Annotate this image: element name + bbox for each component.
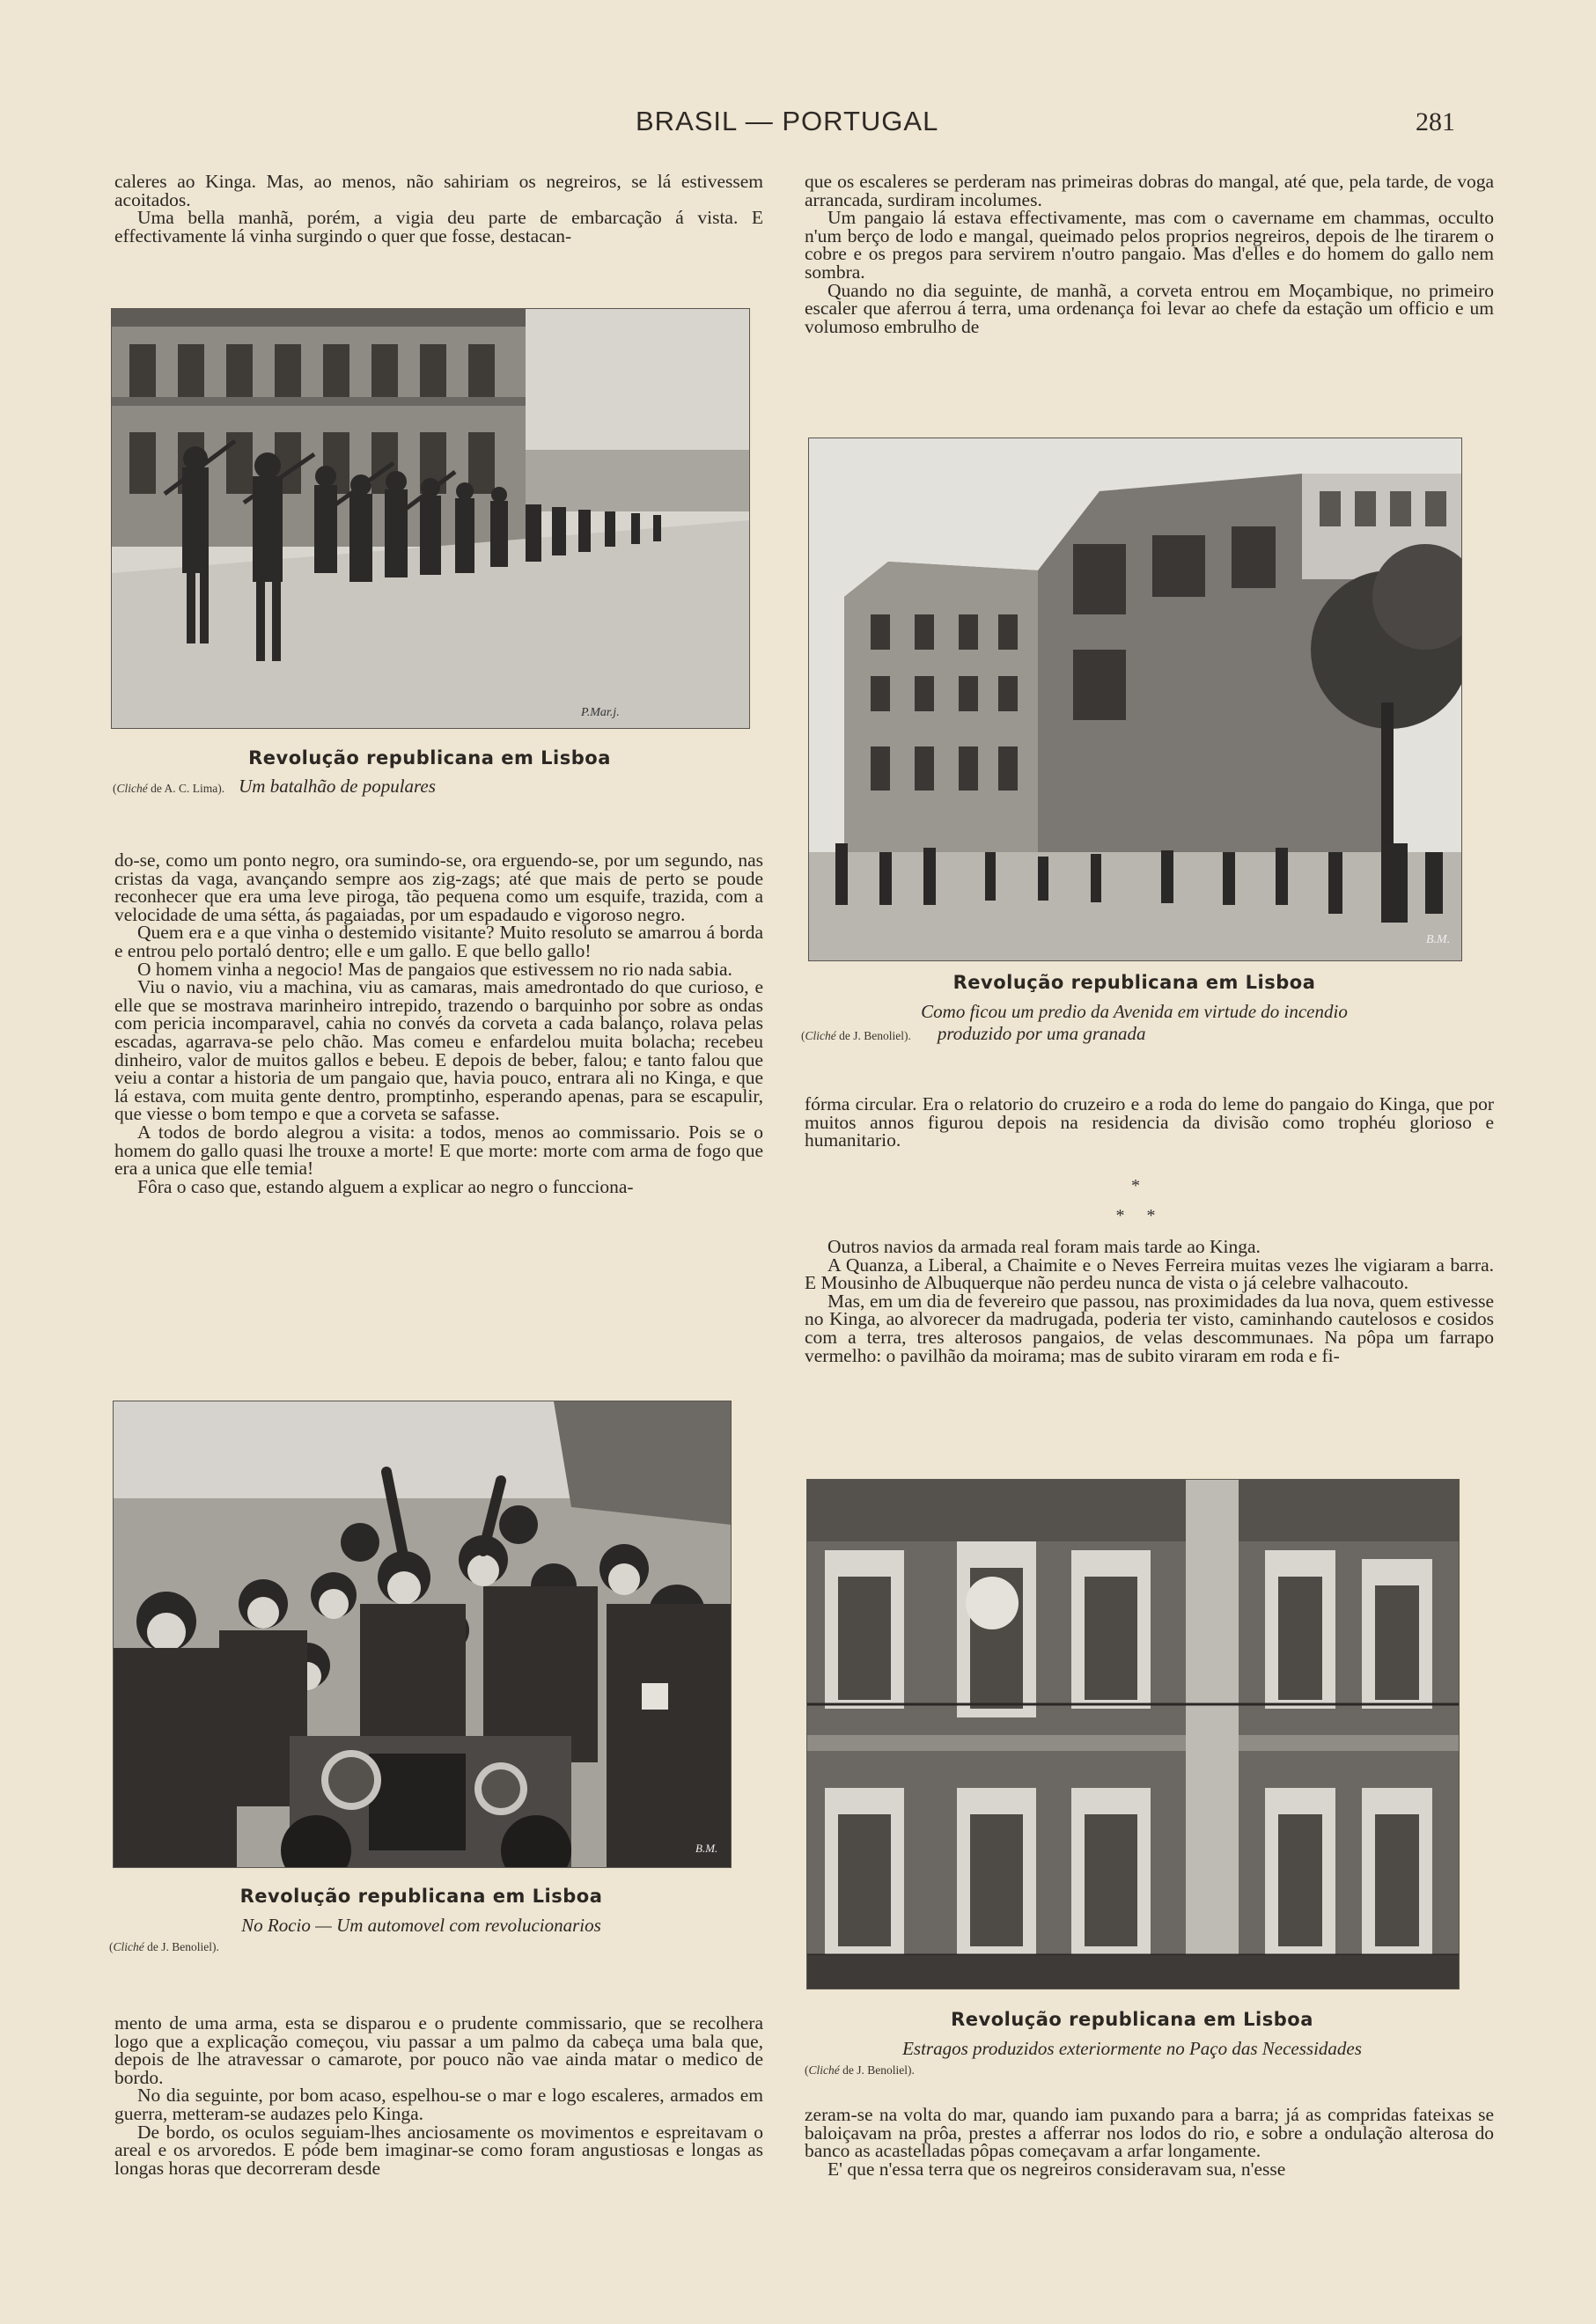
paragraph: mento de uma arma, esta se disparou e o prudente commissario, que se recolhera logo que a explicação começou, viu passar a um palmo da cabeça uma bala que, depois de lhe atravessar o camarote, por pouco não vae ainda matar o medico de bordo. — [114, 2012, 763, 2088]
section-separator-top: * — [1131, 1176, 1140, 1195]
caption-line — [801, 1023, 1146, 1045]
col1-bottom-text — [114, 2014, 763, 2177]
col2-top-text — [805, 173, 1494, 335]
caption-title: Revolução republicana em Lisboa — [239, 1886, 603, 1907]
photo-battalion-of-civilians — [111, 308, 750, 729]
paragraph: Mas, em um dia de fevereiro que passou, nas proximidades da lua nova, quem estivesse no Kinga, ao alvorecer da madrugada, poderia ter visto, caminhando cautelosos e cosidos com a terra, tres alterosos pangaios, de velas descommunaes. Na pôpa um farrapo vermelho: o pavilhão da moirama; mas de subito viraram em roda e fi- — [805, 1290, 1494, 1366]
caption-line — [113, 776, 436, 798]
photo-credit: (Cliché de J. Benoliel). — [109, 1940, 219, 1953]
paragraph: A Quanza, a Liberal, a Chaimite e o Neves Ferreira muitas vezes lhe vigiaram a barra. E Mousinho de Albuquerque não perdeu nunca de vista o já celebre valhacouto. — [805, 1254, 1494, 1294]
col1-mid-text — [114, 851, 763, 1195]
caption-title: Revolução republicana em Lisboa — [952, 972, 1316, 993]
section-separator-bottom: * * — [1115, 1206, 1156, 1225]
col2-mid-text — [805, 1095, 1494, 1150]
paragraph: De bordo, os oculos seguiam-lhes anciosamente os movimentos e espreitavam o areal e os arvoredos. E póde bem imaginar-se como foram angustiosas e longas as longas horas que decorreram desde — [114, 2121, 763, 2179]
caption-title: Revolução republicana em Lisboa — [248, 747, 611, 769]
col2-bottom-text — [805, 2106, 1494, 2178]
caption-subtitle: No Rocio — Um automovel com revolucionarios — [241, 1915, 601, 1936]
col1-top-text — [114, 173, 763, 245]
paragraph: O homem vinha a negocio! Mas de pangaios que estivessem no rio nada sabia. — [137, 958, 732, 980]
paragraph: Viu o navio, viu a machina, viu as camaras, mais amedrontado do que curioso, e elle que se mostrava marinheiro intrepido, trazendo o barquinho por sobre as ondas com pericia incomparavel, cahia no convés da corveta a cada balanço, rolava pelas escadas, agarrava-se pelo chão. Mas comeu e enfardelou muita bolacha; recebeu dinheiro, valor de muitos gallos e bebeu. E depois de beber, falou; e tanto falou que veiu a contar a historia de um pangaio que, havia pouco, entrara ali no Kinga, e que lá estava, com muita gente dentro, promptinho, esperando apenas, para se escapulir, que viesse o bom tempo e que a corveta se safasse. — [114, 976, 763, 1125]
photo-signature: P.Mar.j. — [581, 706, 620, 719]
photo-automobile-revolutionaries — [113, 1401, 732, 1868]
paragraph: No dia seguinte, por bom acaso, espelhou-se o mar e logo escaleres, armados em guerra, metteram-se audazes pelo Kinga. — [114, 2085, 763, 2124]
photo-credit: (Cliché de A. C. Lima). — [113, 782, 225, 795]
paragraph: E' que n'essa terra que os negreiros consideravam sua, n'esse — [827, 2158, 1286, 2180]
photo-signature: B.M. — [695, 1842, 718, 1855]
paragraph: Quem era e a que vinha o destemido visitante? Muito resoluto se amarrou á borda e entrou pelo portaló dentro; elle e um gallo. E que bello gallo! — [114, 922, 763, 961]
paragraph: Quando no dia seguinte, de manhã, a corveta entrou em Moçambique, no primeiro escaler que aferrou á terra, uma ordenança foi levar ao chefe da estação um officio e um volumoso embrulho de — [805, 279, 1494, 337]
caption-subtitle: Estragos produzidos exteriormente no Paço das Necessidades — [902, 2038, 1362, 2059]
paragraph: Outros navios da armada real foram mais tarde ao Kinga. — [827, 1236, 1261, 1257]
paragraph: A todos de bordo alegrou a visita: a todos, menos ao commissario. Pois se o homem do gallo quasi lhe trouxe a morte! E que morte: morte com arma de fogo que era a unica que elle temia! — [114, 1121, 763, 1180]
photo-necessidades-palace — [806, 1479, 1460, 1989]
page-number: 281 — [1416, 107, 1455, 136]
paragraph: caleres ao Kinga. Mas, ao menos, não sahiriam os negreiros, se lá estivessem acoitados. — [114, 171, 763, 210]
paragraph: zeram-se na volta do mar, quando iam puxando para a barra; já as compridas fateixas se baloiçavam na prôa, prestes a afferrar nos lodos do rio, e sobre a ondulação alterosa do banco as acastelladas pôpas começavam a arfar longamente. — [805, 2104, 1494, 2162]
photo-signature: B.M. — [1426, 933, 1451, 946]
paragraph: Um pangaio lá estava effectivamente, mas com o cavername em chammas, occulto n'um berço de lodo e mangal, queimado pelos proprios negreiros, depois de lhe tirarem o cobre e os pregos para servirem n'outro pangaio. Mas d'elles e do homem do gallo nem sombra. — [805, 207, 1494, 283]
caption-subtitle: Como ficou um predio da Avenida em virtude do incendio — [921, 1001, 1348, 1022]
running-header: BRASIL — PORTUGAL — [636, 106, 939, 136]
caption-subtitle: Um batalhão de populares — [239, 776, 436, 797]
paragraph: do-se, como um ponto negro, ora sumindo-se, ora erguendo-se, por um segundo, nas cristas da vaga, avançando sempre aos zig-zags; até que mais de perto se poude reconhecer que era uma leve piroga, tão pequena como um esquife, trazida, com a velocidade de uma sétta, ás pagaiadas, por um espadaudo e vigoroso negro. — [114, 849, 763, 925]
caption-title: Revolução republicana em Lisboa — [951, 2009, 1313, 2030]
caption-subtitle: produzido por uma granada — [937, 1023, 1146, 1044]
col2-mid2-text — [805, 1238, 1494, 1364]
photo-burnt-building — [808, 438, 1462, 961]
paragraph: fórma circular. Era o relatorio do cruzeiro e a roda do leme do pangaio do Kinga, que por muitos annos figurou depois na residencia da divisão como trophéu glorioso e humanitario. — [805, 1093, 1494, 1151]
photo-credit: (Cliché de J. Benoliel). — [805, 2063, 915, 2077]
photo-credit: (Cliché de J. Benoliel). — [801, 1029, 911, 1042]
paragraph: Fôra o caso que, estando alguem a explicar ao negro o funcciona- — [137, 1175, 634, 1197]
paragraph: que os escaleres se perderam nas primeiras dobras do mangal, até que, pela tarde, de voga arrancada, surdiram incolumes. — [805, 171, 1494, 210]
paragraph: Uma bella manhã, porém, a vigia deu parte de embarcação á vista. E effectivamente lá vinha surgindo o quer que fosse, destacan- — [114, 207, 763, 246]
